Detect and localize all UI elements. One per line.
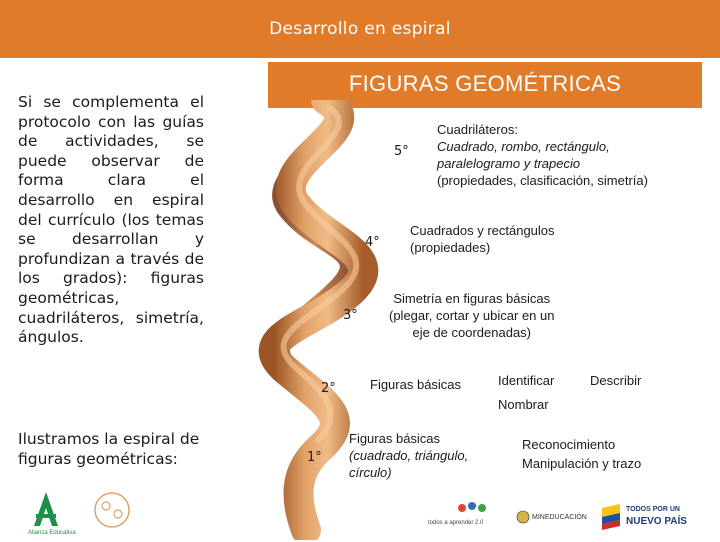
grade-1-label: 1° [307,450,322,465]
grade-3-label: 3° [343,308,358,323]
grade-5-line-1: Cuadriláteros: [437,122,518,137]
grade-1-line-2: (cuadrado, triángulo, [349,448,469,463]
grade-3-description [389,290,554,341]
alianza-logo-text: Alianza Educativa [28,530,76,536]
banner-title: FIGURAS GEOMÉTRICAS [348,71,622,96]
grade-5-label: 5° [394,144,409,159]
grade-1-line-3: círculo) [349,465,392,480]
grade-3-line-1: Simetría en figuras básicas [393,291,551,306]
grade-1-line-1: Figuras básicas [349,431,441,446]
todos-a-aprender-text: todos a aprender 2.0 [428,520,484,526]
grade-5-description [437,121,648,189]
grade-3-line-3: eje de coordenadas) [412,325,531,340]
coat-of-arms-icon [516,510,530,524]
grade-2-label: 2° [321,381,336,396]
intro-paragraph: Si se complementa el protocolo con las guías de actividades, se puede observar de forma clara el desarrollo en espiral del currículo (los temas se desarrollan y profundizan a través de los grados): figuras geométricas, cuadriláteros, simetría, ángulos. [18,93,204,347]
grade-2-action-name: Nombrar [498,397,549,412]
grade-3-line-2: (plegar, cortar y ubicar en un [389,308,555,323]
grade-5-line-4: (propiedades, clasificación, simetría) [437,173,648,188]
grade-1-description [349,430,468,481]
page-title: Desarrollo en espiral [269,19,451,39]
mineducacion-text: MINEDUCACIÓN [532,514,587,521]
grade-2-description: Figuras básicas [370,377,462,392]
grade-2-action-describe: Describir [590,373,642,388]
nuevo-pais-line-1: TODOS POR UN [626,506,680,513]
partner-logos-right [412,500,720,540]
grade-5-line-3: paralelogramo y trapecio [437,156,581,171]
header-bar [0,0,720,58]
grade-5-line-2: Cuadrado, rombo, rectángulo, [437,139,610,154]
grade-4-description [410,222,555,256]
grade-4-line-1: Cuadrados y rectángulos [410,223,555,238]
grade-2-action-identify: Identificar [498,373,555,388]
colombia-flag-icon [600,504,622,530]
illustration-caption: Ilustramos la espiral de figuras geométricas: [18,430,200,468]
grade-4-label: 4° [365,235,380,250]
grade-1-action-manipulation: Manipulación y trazo [522,456,642,471]
nuevo-pais-line-2: NUEVO PAÍS [626,516,687,527]
partner-logos-left [28,490,148,538]
grade-1-action-recognition: Reconocimiento [522,437,616,452]
grade-4-line-2: (propiedades) [410,240,491,255]
